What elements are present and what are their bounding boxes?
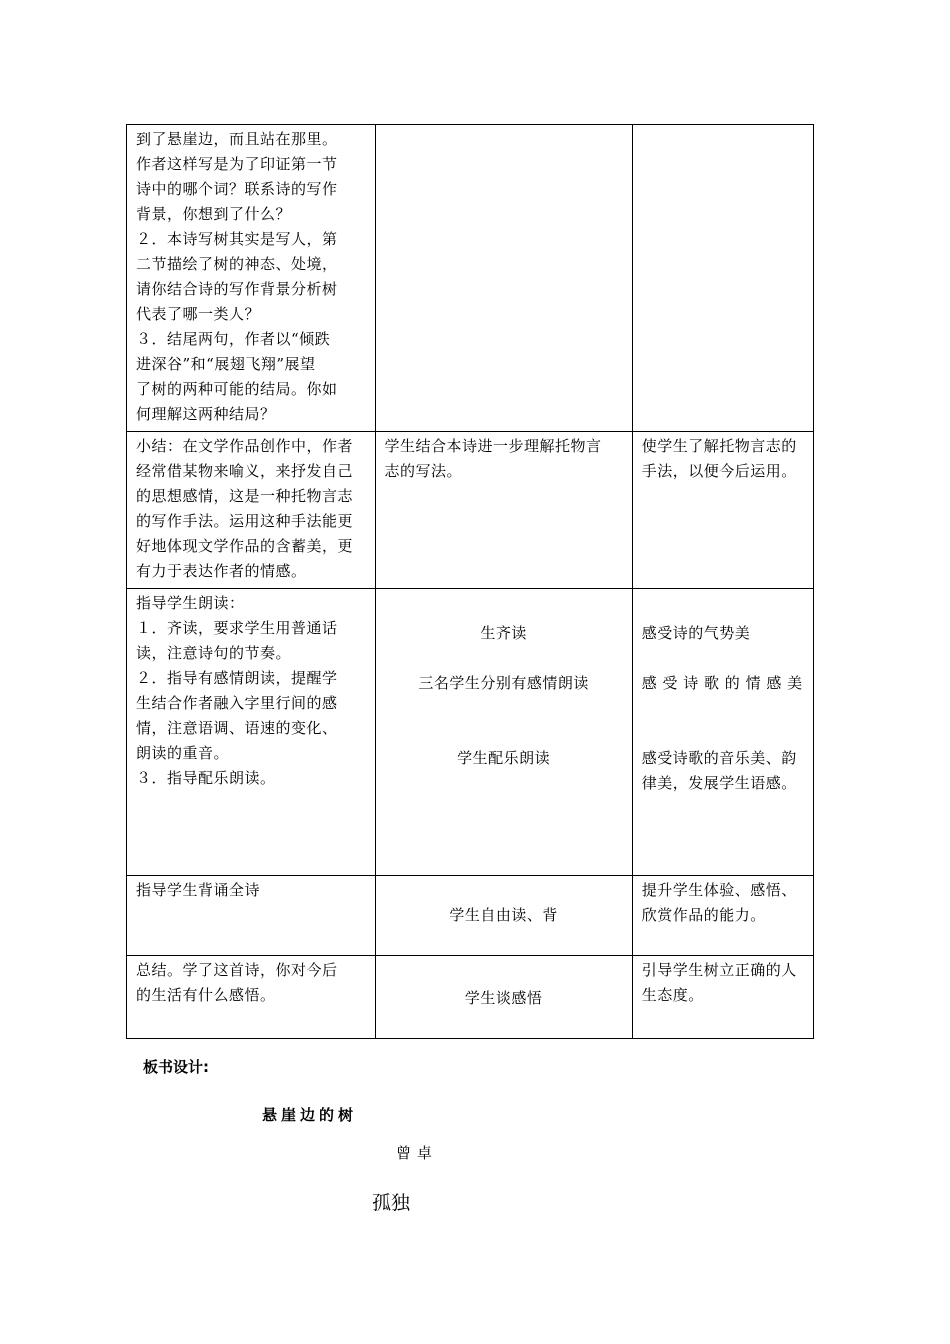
text-line: 志的写法。 [384,462,463,480]
teacher-activity-cell [127,956,376,1039]
table-row [127,876,814,956]
text-line: ２．本诗写树其实是写人，第 [136,230,338,248]
text-line: 有力于表达作者的情感。 [136,562,307,580]
text-line: 的生活有什么感悟。 [136,986,276,1004]
text-line: ３．结尾两句，作者以“倾跌 [136,330,331,348]
student-activity-cell [375,589,632,876]
text-line: 使学生了解托物言志的 [641,437,797,455]
design-intent-cell [632,876,813,956]
student-activity-cell [375,876,632,956]
text-line: 了树的两种可能的结局。你如 [136,380,338,398]
text-line: 到了悬崖边，而且站在那里。 [136,130,338,148]
text-line: 引导学生树立正确的人 [641,961,797,979]
text-line: 经常借某物来喻义，来抒发自己 [136,462,354,480]
text-line: 总结。学了这首诗，你对今后 [136,961,338,979]
text-line: 三名学生分别有感情朗读 [418,674,589,692]
text-line: 指导学生朗读： [136,594,245,612]
design-intent-cell [632,956,813,1039]
text-line: 学生结合本诗进一步理解托物言 [384,437,602,455]
text-line: 诗中的哪个词？联系诗的写作 [136,180,338,198]
text-line: 读，注意诗句的节奏。 [136,644,292,662]
design-intent-cell [632,432,813,589]
teacher-activity-cell [127,876,376,956]
text-line: 小结：在文学作品创作中，作者 [136,437,354,455]
student-activity-cell [375,956,632,1039]
text-line: 手法，以便今后运用。 [641,462,797,480]
text-line: 好地体现文学作品的含蓄美，更 [136,537,354,555]
board-keyword: 孤独 [372,1192,411,1214]
text-line: 提升学生体验、感悟、 [641,881,797,899]
teacher-activity-cell [127,125,376,432]
board-design-heading: 板书设计: [143,1058,209,1076]
text-line: 朗读的重音。 [136,744,230,762]
table-row [127,432,814,589]
teacher-activity-cell [127,432,376,589]
text-line: 的写作手法。运用这种手法能更 [136,512,354,530]
text-line: 生齐读 [480,624,527,642]
text-line: ３．指导配乐朗读。 [136,769,276,787]
text-line: 进深谷”和“展翅飞翔”展望 [136,355,316,373]
poem-title: 悬崖边的树 [262,1106,358,1124]
text-line: 学生自由读、背 [449,906,558,924]
lesson-plan-table [126,124,814,1039]
table-row [127,956,814,1039]
design-intent-cell [632,589,813,876]
text-line: 情，注意语调、语速的变化、 [136,719,338,737]
poem-author: 曾卓 [396,1144,439,1162]
text-line: 的思想感情，这是一种托物言志 [136,487,354,505]
text-line: 请你结合诗的写作背景分析树 [136,280,338,298]
design-intent-cell [632,125,813,432]
text-line: 欣赏作品的能力。 [641,906,766,924]
text-line: 代表了哪一类人？ [136,305,261,323]
text-line: 背景，你想到了什么？ [136,205,292,223]
text-line: 何理解这两种结局？ [136,405,276,423]
teacher-activity-cell [127,589,376,876]
text-line: 学生配乐朗读 [457,749,551,767]
text-line: 学生谈感悟 [464,989,543,1007]
text-line: 感受诗歌的音乐美、韵 [641,749,797,767]
student-activity-cell [375,125,632,432]
text-line: １．齐读，要求学生用普通话 [136,619,338,637]
text-line: 生结合作者融入字里行间的感 [136,694,338,712]
text-line: ２．指导有感情朗读，提醒学 [136,669,338,687]
text-line: 生态度。 [641,986,704,1004]
text-line: 指导学生背诵全诗 [136,881,261,899]
table-row [127,125,814,432]
text-line: 律美，发展学生语感。 [641,774,797,792]
table-row [127,589,814,876]
text-line: 感 受 诗 歌 的 情 感 美 [641,674,803,692]
text-line: 二节描绘了树的神态、处境， [136,255,338,273]
text-line: 感受诗的气势美 [641,624,751,642]
text-line: 作者这样写是为了印证第一节 [136,155,338,173]
student-activity-cell [375,432,632,589]
